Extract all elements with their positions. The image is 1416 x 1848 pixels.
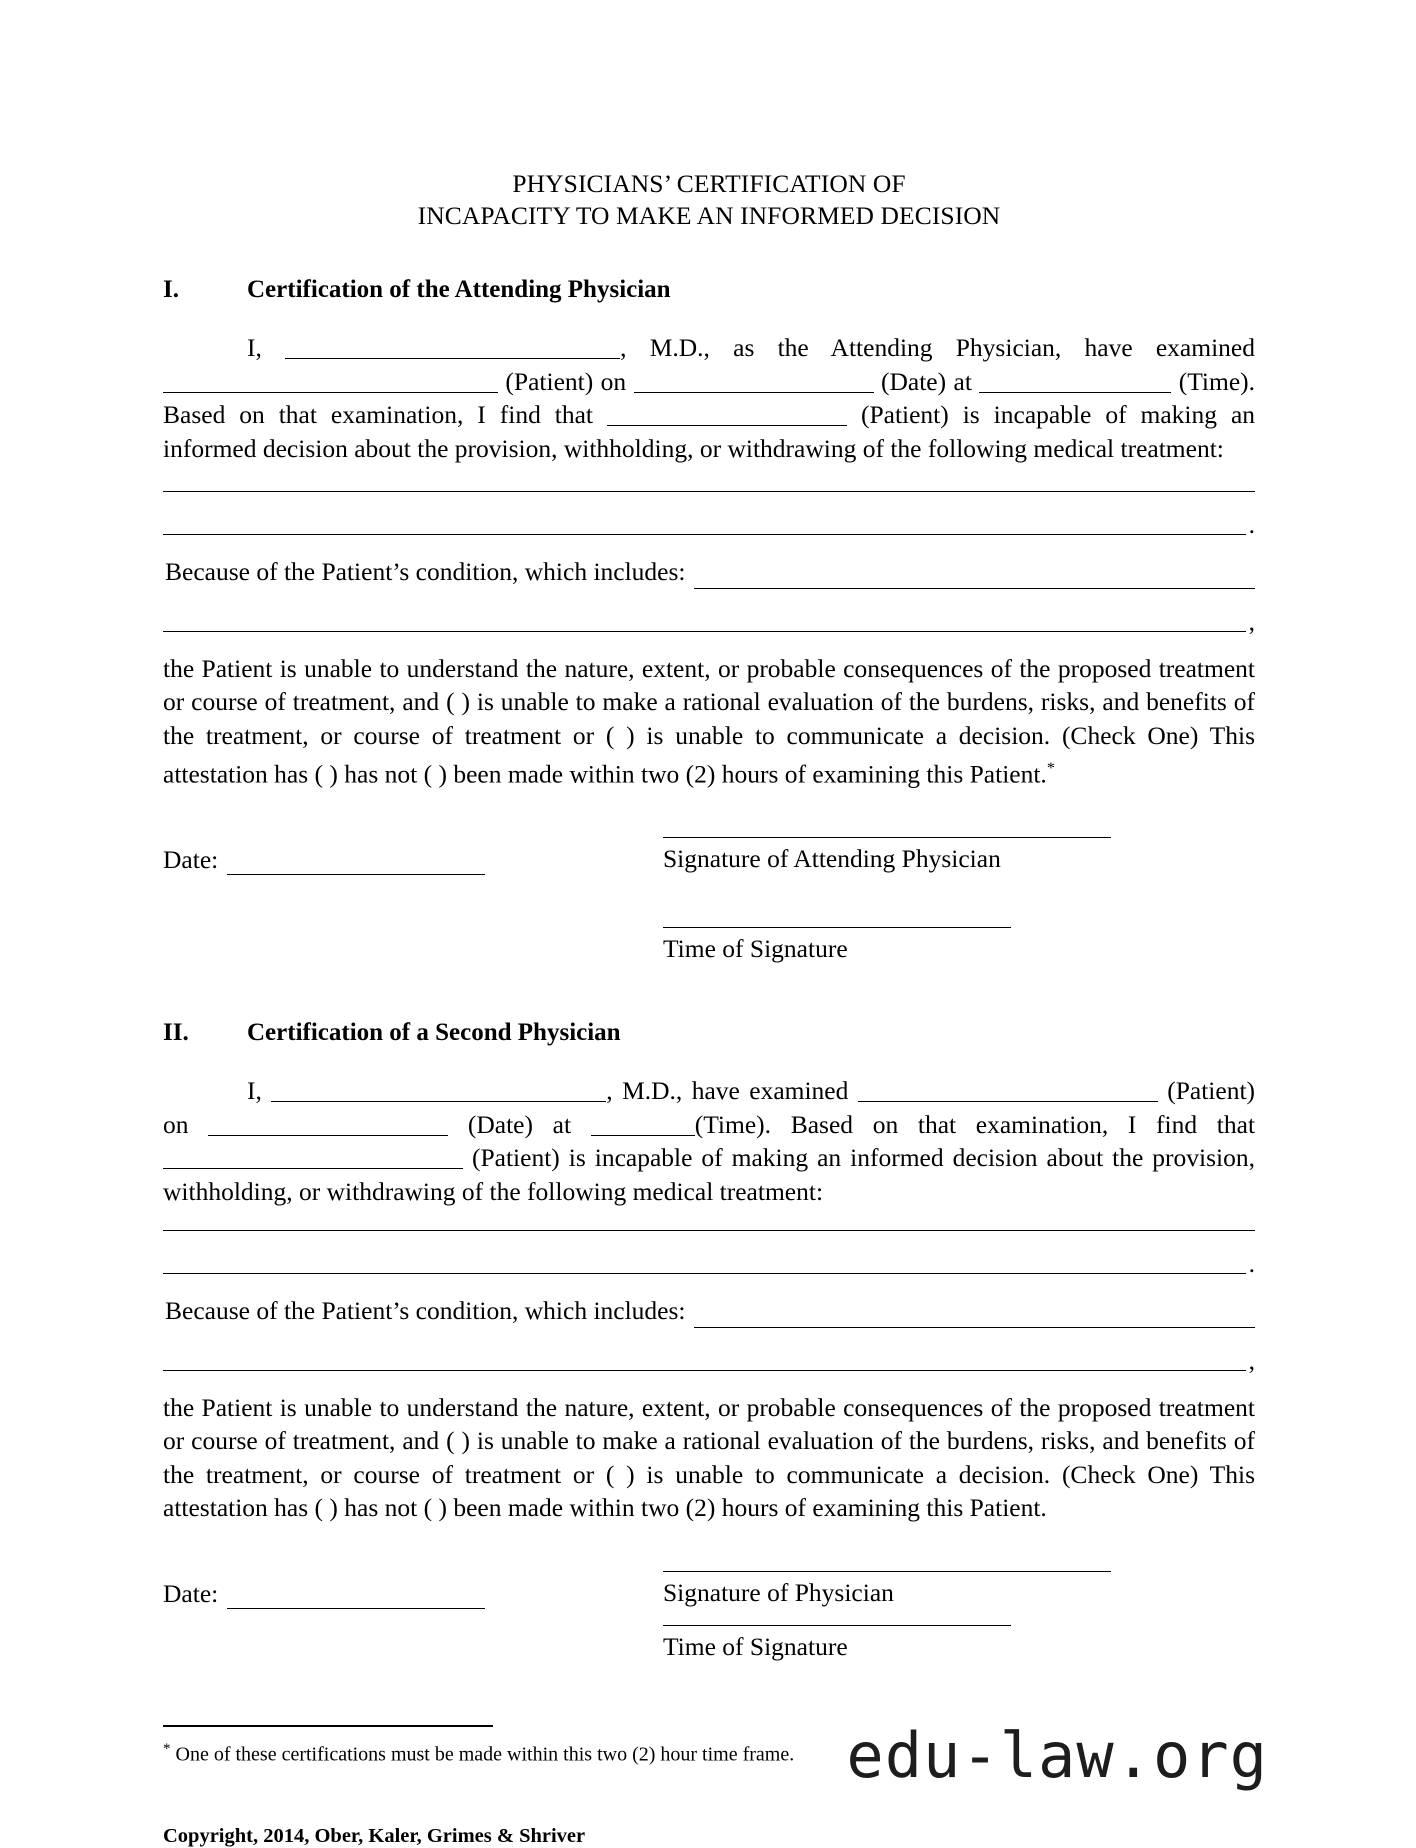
s2-date-label: Date: <box>163 1578 219 1608</box>
s2-p2-end-char: , <box>1248 1345 1255 1375</box>
section-one-paragraph-3 <box>163 652 1255 792</box>
s1-p1-text-b: , M.D., as the Attending Physician, have examined <box>620 333 1255 362</box>
s2-p1-text-f: (Patient) is incapable of making an informed decision about the provision, withholding, or withdrawing of the following medical treatment: <box>163 1143 1255 1206</box>
s2-date-signature-row <box>163 1571 1255 1609</box>
section-one-paragraph-1 <box>163 331 1255 465</box>
s2-p1-text-d: (Date) at <box>467 1109 572 1139</box>
s1-condition-line-2-row <box>163 606 1255 636</box>
document-content <box>163 168 1255 1848</box>
section-two-title: Certification of a Second Physician <box>247 1019 621 1046</box>
s1-date-blank[interactable] <box>634 373 874 393</box>
title-line-1: PHYSICIANS’ CERTIFICATION OF <box>512 169 906 198</box>
s1-physician-name-blank[interactable] <box>285 339 620 359</box>
section-one-number: I. <box>163 276 179 303</box>
s1-signature-label: Signature of Attending Physician <box>663 844 1001 873</box>
section-one-heading <box>163 276 1255 304</box>
s2-condition-write-line-2[interactable] <box>163 1350 1246 1371</box>
section-two-paragraph-1 <box>163 1074 1255 1208</box>
s1-condition-blank[interactable] <box>694 568 1255 589</box>
s2-date-blank[interactable] <box>208 1116 448 1136</box>
section-one-signature-area <box>163 837 1255 965</box>
s2-treatment-write-line-2[interactable] <box>163 1253 1246 1274</box>
s2-treatment-write-line-1[interactable] <box>163 1230 1255 1231</box>
watermark: edu-law.org <box>846 1719 1268 1792</box>
s1-patient-name-blank-2[interactable] <box>607 406 847 426</box>
s1-p1-text-d: (Date) at <box>880 366 972 396</box>
s1-treatment-write-line-2-row <box>163 510 1255 539</box>
s1-p1-text-a: I, <box>247 333 262 362</box>
s2-condition-line-2-row <box>163 1345 1255 1375</box>
s1-p1-text-f: (Patient) is incapable of making an informed decision about the provision, withholding, or withdrawing of the following medical treatment: <box>163 400 1256 463</box>
s2-signature-label: Signature of Physician <box>663 1577 894 1607</box>
s2-treatment-write-line-2-row <box>163 1249 1255 1278</box>
s2-p1-end-char: . <box>1248 1249 1255 1278</box>
s2-time-label: Time of Signature <box>663 1631 848 1661</box>
s1-date-signature-row <box>163 837 1255 875</box>
s2-p1-text-e: (Time). Based on that examination, I find that <box>694 1109 1256 1139</box>
document-title <box>163 168 1255 232</box>
s2-patient-name-blank-2[interactable] <box>163 1149 463 1169</box>
section-one-title: Certification of the Attending Physician <box>247 276 671 303</box>
section-two-signature-area <box>163 1571 1255 1663</box>
s1-p2-end-char: , <box>1248 606 1255 636</box>
s1-signature-field <box>663 837 1255 875</box>
s1-date-field <box>163 845 663 875</box>
s1-treatment-write-line-2[interactable] <box>163 514 1246 535</box>
s2-time-field <box>663 1625 1255 1663</box>
s1-footnote-marker: * <box>1046 760 1055 777</box>
s2-time-blank[interactable] <box>591 1116 695 1136</box>
s1-patient-name-blank-1[interactable] <box>163 373 498 393</box>
s1-p1-text-e: (Time). Based on that examination, I find that <box>163 366 1256 429</box>
footnote-text: One of these certifications must be made within this two (2) hour time frame. <box>175 1743 795 1766</box>
s2-date-field <box>163 1579 663 1609</box>
section-two-number: II. <box>163 1019 189 1046</box>
section-two-paragraph-3 <box>163 1391 1255 1525</box>
s1-treatment-write-line-1[interactable] <box>163 491 1255 492</box>
s2-p3-text: the Patient is unable to understand the nature, extent, or probable consequences of the proposed treatment or course of treatment, and ( ) is unable to make a rational evaluation of the burdens, risks, and benefits of the treatment, or course of treatment or ( ) is unable to communicate a decision. (Check One) This attestation has ( ) has not ( ) been made within two (2) hours of examining this Patient. <box>163 1392 1255 1522</box>
s1-condition-row <box>163 555 1255 589</box>
s1-condition-write-line-2[interactable] <box>163 611 1246 632</box>
s1-p1-end-char: . <box>1248 510 1255 539</box>
s2-condition-blank[interactable] <box>694 1307 1255 1328</box>
s1-time-blank[interactable] <box>979 373 1171 393</box>
footnote-marker: * <box>163 1740 171 1757</box>
s2-physician-name-blank[interactable] <box>271 1082 606 1102</box>
s1-date-label: Date: <box>163 845 219 874</box>
s1-p3-text: the Patient is unable to understand the nature, extent, or probable consequences of the proposed treatment or course of treatment, and ( ) is unable to make a rational evaluation of the burdens, risks, and benefits of the treatment, or course of treatment or ( ) is unable to communicate a decision. (Check One) This attestation has ( ) has not ( ) been made within two (2) hours of examining this Patient. <box>163 653 1255 789</box>
s2-condition-row <box>163 1294 1255 1328</box>
s2-p1-text-c: (Patient) on <box>163 1076 1256 1139</box>
copyright-notice: Copyright, 2014, Ober, Kaler, Grimes & Shriver <box>163 1825 586 1848</box>
s2-condition-label: Because of the Patient’s condition, which includes: <box>165 1296 686 1325</box>
s1-date-input-blank[interactable] <box>227 854 485 875</box>
s2-p1-text-a: I, <box>247 1076 262 1105</box>
s1-p1-text-c: (Patient) on <box>505 366 627 396</box>
section-two-heading <box>163 1019 1255 1047</box>
s2-p1-text-b: , M.D., have examined <box>606 1076 849 1105</box>
title-line-2: INCAPACITY TO MAKE AN INFORMED DECISION <box>417 201 1001 230</box>
s1-condition-label: Because of the Patient’s condition, which includes: <box>165 557 686 586</box>
s2-patient-name-blank-1[interactable] <box>858 1082 1158 1102</box>
s2-signature-field <box>663 1571 1255 1609</box>
s2-date-input-blank[interactable] <box>227 1588 485 1609</box>
s1-time-label: Time of Signature <box>663 934 848 963</box>
s1-time-field <box>663 927 1255 965</box>
